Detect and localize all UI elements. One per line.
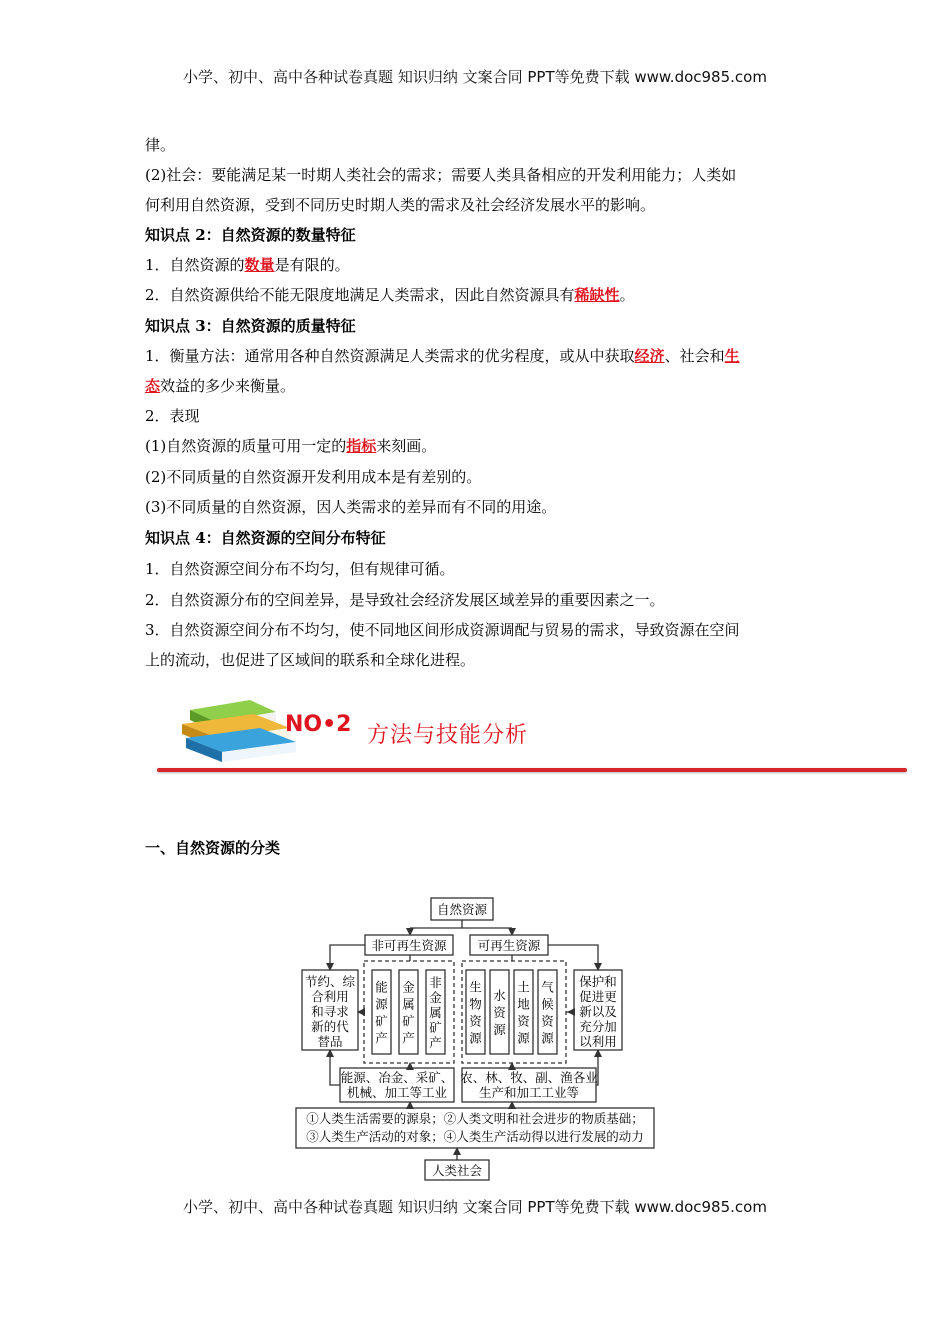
- resource-column-char: 产: [402, 1030, 415, 1046]
- note-line: 促进更: [579, 989, 617, 1004]
- resource-column-char: 属: [429, 1005, 442, 1020]
- resource-column-char: 资: [493, 1005, 506, 1020]
- body-line: 律。: [145, 136, 176, 154]
- nonrenewable-label: 非可再生资源: [371, 938, 447, 953]
- body-line: (3)不同质量的自然资源，因人类需求的差异而有不同的用途。: [145, 498, 557, 516]
- note-line: 节约、综: [304, 974, 356, 989]
- note-line: 保护和: [579, 974, 617, 989]
- resource-column-char: 气: [541, 979, 554, 995]
- resource-column-char: 土: [517, 979, 530, 995]
- knowledge-point-2-heading: 知识点 2：自然资源的数量特征: [145, 226, 356, 244]
- industry-left-line: 能源、冶金、采矿、: [340, 1070, 454, 1085]
- resource-column-char: 源: [541, 1030, 554, 1046]
- body-line: 3．自然资源空间分布不均匀，使不同地区间形成资源调配与贸易的需求，导致资源在空间: [145, 621, 740, 639]
- resource-column-char: 地: [517, 996, 530, 1012]
- note-line: 以利用: [579, 1034, 617, 1049]
- resource-column-char: 源: [517, 1030, 530, 1046]
- resource-column-char: 源: [469, 1030, 482, 1046]
- resource-column-char: 源: [493, 1022, 506, 1037]
- body-line: (1)自然资源的质量可用一定的指标来刻画。: [145, 437, 437, 455]
- page-header: 小学、初中、高中各种试卷真题 知识归纳 文案合同 PPT等免费下载 www.doc985.com: [183, 68, 767, 86]
- note-line: 替品: [317, 1034, 343, 1049]
- body-line: 1．自然资源的数量是有限的。: [145, 256, 350, 274]
- body-line: (2)不同质量的自然资源开发利用成本是有差别的。: [145, 468, 482, 486]
- knowledge-point-3-heading: 知识点 3：自然资源的质量特征: [145, 317, 356, 335]
- body-line: 2．表现: [145, 407, 200, 425]
- note-line: 充分加: [579, 1019, 617, 1034]
- body-line: 1．衡量方法：通常用各种自然资源满足人类需求的优劣程度，或从中获取经济、社会和生: [145, 347, 740, 365]
- knowledge-point-4-heading: 知识点 4：自然资源的空间分布特征: [145, 529, 386, 547]
- keyword-highlight: 生: [724, 347, 740, 365]
- note-line: 合利用: [311, 989, 349, 1004]
- society-label: 人类社会: [431, 1163, 483, 1178]
- note-line: 新以及: [579, 1004, 617, 1019]
- resource-column-char: 矿: [402, 1013, 415, 1029]
- resource-column-char: 源: [375, 996, 388, 1012]
- body-line: 2．自然资源供给不能无限度地满足人类需求，因此自然资源具有稀缺性。: [145, 286, 635, 304]
- body-line: 2．自然资源分布的空间差异，是导致社会经济发展区域差异的重要因素之一。: [145, 591, 665, 609]
- keyword-highlight: 稀缺性: [574, 286, 620, 304]
- banner-number: NO•2: [285, 712, 352, 737]
- body-line: (2)社会：要能满足某一时期人类社会的需求；需要人类具备相应的开发利用能力；人类如: [145, 166, 737, 184]
- resource-column-char: 非: [429, 975, 442, 990]
- resource-column-char: 能: [375, 979, 388, 995]
- note-line: 新的代: [311, 1019, 349, 1034]
- keyword-highlight: 态: [145, 377, 161, 395]
- resource-column-char: 金: [402, 979, 415, 995]
- resource-column-char: 候: [541, 996, 554, 1012]
- keyword-highlight: 经济: [634, 347, 665, 365]
- page-footer: 小学、初中、高中各种试卷真题 知识归纳 文案合同 PPT等免费下载 www.doc985.com: [183, 1198, 767, 1216]
- right-note-text: [579, 974, 617, 1049]
- resource-column-char: 属: [402, 996, 415, 1012]
- resource-column-char: 资: [517, 1013, 530, 1029]
- industry-right-line: 生产和加工工业等: [478, 1085, 580, 1100]
- section-title: 一、自然资源的分类: [145, 839, 281, 857]
- body-line: 态效益的多少来衡量。: [145, 377, 296, 395]
- industry-right-line: 农、林、牧、副、渔各业: [460, 1070, 598, 1085]
- root-label: 自然资源: [436, 902, 488, 917]
- resource-column-char: 物: [469, 996, 482, 1012]
- body-line: 1．自然资源空间分布不均匀，但有规律可循。: [145, 560, 455, 578]
- note-line: 和寻求: [311, 1004, 349, 1019]
- renewable-label: 可再生资源: [477, 938, 541, 953]
- roles-line: ③人类生产活动的对象；④人类生产活动得以进行发展的动力: [306, 1129, 644, 1144]
- roles-line: ①人类生活需要的源泉；②人类文明和社会进步的物质基础；: [306, 1111, 644, 1126]
- resource-column-char: 资: [541, 1013, 554, 1029]
- resource-column-char: 金: [429, 990, 442, 1005]
- resource-column-char: 资: [469, 1013, 482, 1029]
- industry-left-line: 机械、加工等工业: [346, 1085, 448, 1100]
- resource-column-char: 矿: [375, 1013, 388, 1029]
- resource-column-char: 水: [493, 988, 506, 1003]
- banner-title: 方法与技能分析: [367, 723, 529, 748]
- body-line: 何利用自然资源，受到不同历史时期人类的需求及社会经济发展水平的影响。: [145, 196, 656, 214]
- keyword-highlight: 数量: [244, 256, 275, 274]
- resource-column-char: 产: [375, 1030, 388, 1046]
- keyword-highlight: 指标: [346, 437, 377, 455]
- resource-column-char: 矿: [429, 1020, 442, 1035]
- body-line: 上的流动，也促进了区域间的联系和全球化进程。: [145, 651, 476, 669]
- resource-column-char: 产: [429, 1035, 442, 1050]
- resource-column-char: 生: [469, 979, 482, 995]
